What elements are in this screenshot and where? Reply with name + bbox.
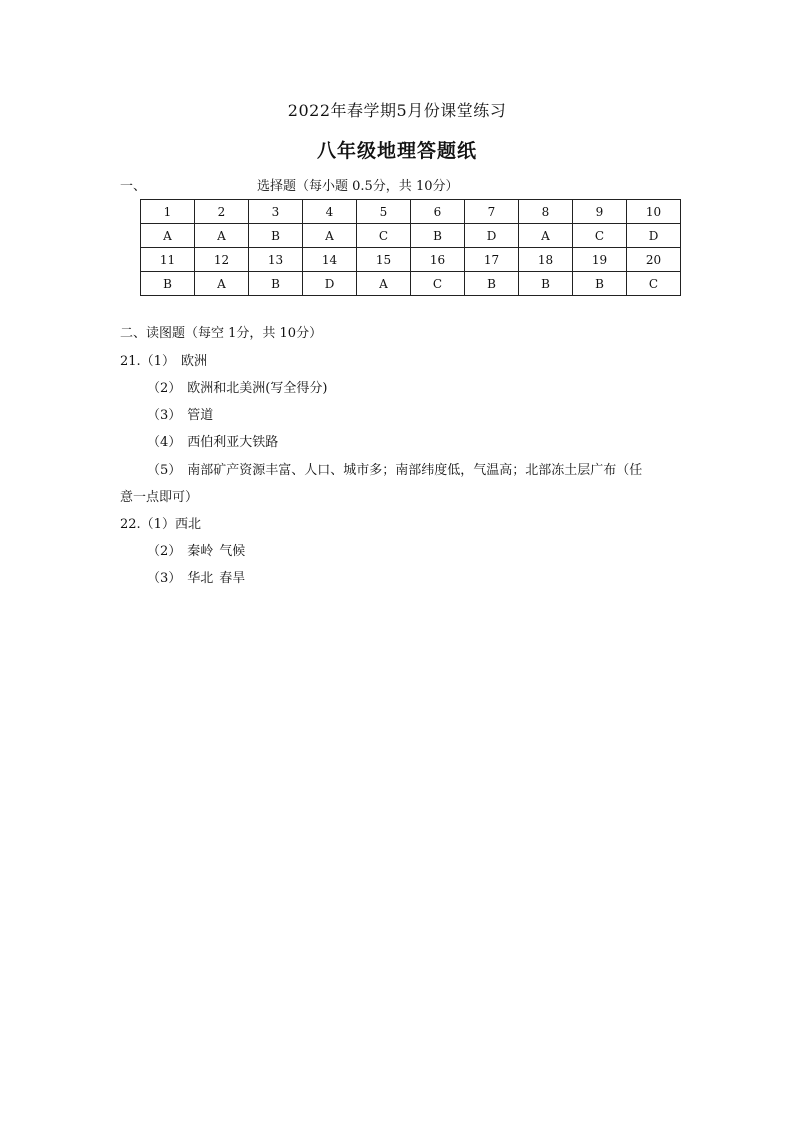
question-number-cell: 18 xyxy=(519,248,573,272)
answer-cell: A xyxy=(141,224,195,248)
q21-answer5-continued: 意一点即可） xyxy=(120,490,199,505)
answer-cell: C xyxy=(411,272,465,296)
answer-cell: A xyxy=(519,224,573,248)
q21-part2-label: （2） xyxy=(147,381,182,396)
q21-part4-label: （4） xyxy=(147,435,182,450)
question-number-row xyxy=(141,248,681,272)
answer-cell: B xyxy=(249,224,303,248)
answer-row xyxy=(141,272,681,296)
q22-part2-label: （2） xyxy=(147,544,182,559)
answer-cell: B xyxy=(519,272,573,296)
question-number-cell: 19 xyxy=(573,248,627,272)
question-number-cell: 15 xyxy=(357,248,411,272)
answer-cell: D xyxy=(465,224,519,248)
question-number-cell: 11 xyxy=(141,248,195,272)
section1-title: 选择题（每小题 0.5分，共 10分） xyxy=(257,179,459,194)
exam-title: 2022年春学期5月份课堂练习 xyxy=(287,101,507,120)
q21-part1 xyxy=(120,354,207,370)
answer-cell: D xyxy=(627,224,681,248)
q21-part3 xyxy=(147,408,213,424)
q22-part3 xyxy=(147,571,245,587)
q22-answer3a: 华北 xyxy=(187,571,214,586)
section1-number: 一、 xyxy=(120,179,147,194)
q21-answer4: 西伯利亚大铁路 xyxy=(187,435,279,450)
question-number-cell: 10 xyxy=(627,200,681,224)
q21-part5-label: （5） xyxy=(147,463,182,478)
question-number-cell: 5 xyxy=(357,200,411,224)
q21-answer5: 南部矿产资源丰富、人口、城市多；南部纬度低，气温高；北部冻土层广布（任 xyxy=(187,463,643,478)
question-number-cell: 4 xyxy=(303,200,357,224)
answer-cell: B xyxy=(573,272,627,296)
question-number-cell: 14 xyxy=(303,248,357,272)
answer-cell: C xyxy=(573,224,627,248)
question-number-cell: 1 xyxy=(141,200,195,224)
answer-table xyxy=(140,199,681,296)
q21-part4 xyxy=(147,435,278,451)
q22-part2 xyxy=(147,544,245,560)
question-number-cell: 16 xyxy=(411,248,465,272)
q21-answer2: 欧洲和北美洲(写全得分) xyxy=(187,381,328,396)
q22-answer3b: 春旱 xyxy=(219,571,246,586)
question-number-row xyxy=(141,200,681,224)
q22-answer2a: 秦岭 xyxy=(187,544,214,559)
answer-cell: A xyxy=(195,272,249,296)
answer-cell: B xyxy=(465,272,519,296)
q21-part5 xyxy=(147,463,642,479)
exam-subtitle: 八年级地理答题纸 xyxy=(316,140,477,162)
q21-part2 xyxy=(147,381,327,397)
question-number-cell: 13 xyxy=(249,248,303,272)
q22-part1 xyxy=(120,517,201,533)
q21-answer3: 管道 xyxy=(187,408,214,423)
question-number-cell: 3 xyxy=(249,200,303,224)
answer-cell: B xyxy=(411,224,465,248)
question-number-cell: 6 xyxy=(411,200,465,224)
answer-cell: C xyxy=(357,224,411,248)
q22-part3-label: （3） xyxy=(147,571,182,586)
question-number-cell: 2 xyxy=(195,200,249,224)
answer-cell: B xyxy=(141,272,195,296)
answer-cell: B xyxy=(249,272,303,296)
question-number-cell: 7 xyxy=(465,200,519,224)
answer-cell: C xyxy=(627,272,681,296)
question-number-cell: 8 xyxy=(519,200,573,224)
question-number-cell: 12 xyxy=(195,248,249,272)
question-number-cell: 17 xyxy=(465,248,519,272)
answer-row xyxy=(141,224,681,248)
answer-cell: D xyxy=(303,272,357,296)
question-number-cell: 20 xyxy=(627,248,681,272)
q21-label: 21.（1） xyxy=(120,354,175,369)
q22-label: 22.（1） xyxy=(120,517,175,532)
section2-title: 二、读图题（每空 1分，共 10分） xyxy=(120,326,323,341)
answer-cell: A xyxy=(195,224,249,248)
answer-cell: A xyxy=(303,224,357,248)
q21-part3-label: （3） xyxy=(147,408,182,423)
q22-answer2b: 气候 xyxy=(219,544,246,559)
q21-answer1: 欧洲 xyxy=(180,354,207,369)
q22-answer1: 西北 xyxy=(174,517,201,532)
question-number-cell: 9 xyxy=(573,200,627,224)
answer-cell: A xyxy=(357,272,411,296)
